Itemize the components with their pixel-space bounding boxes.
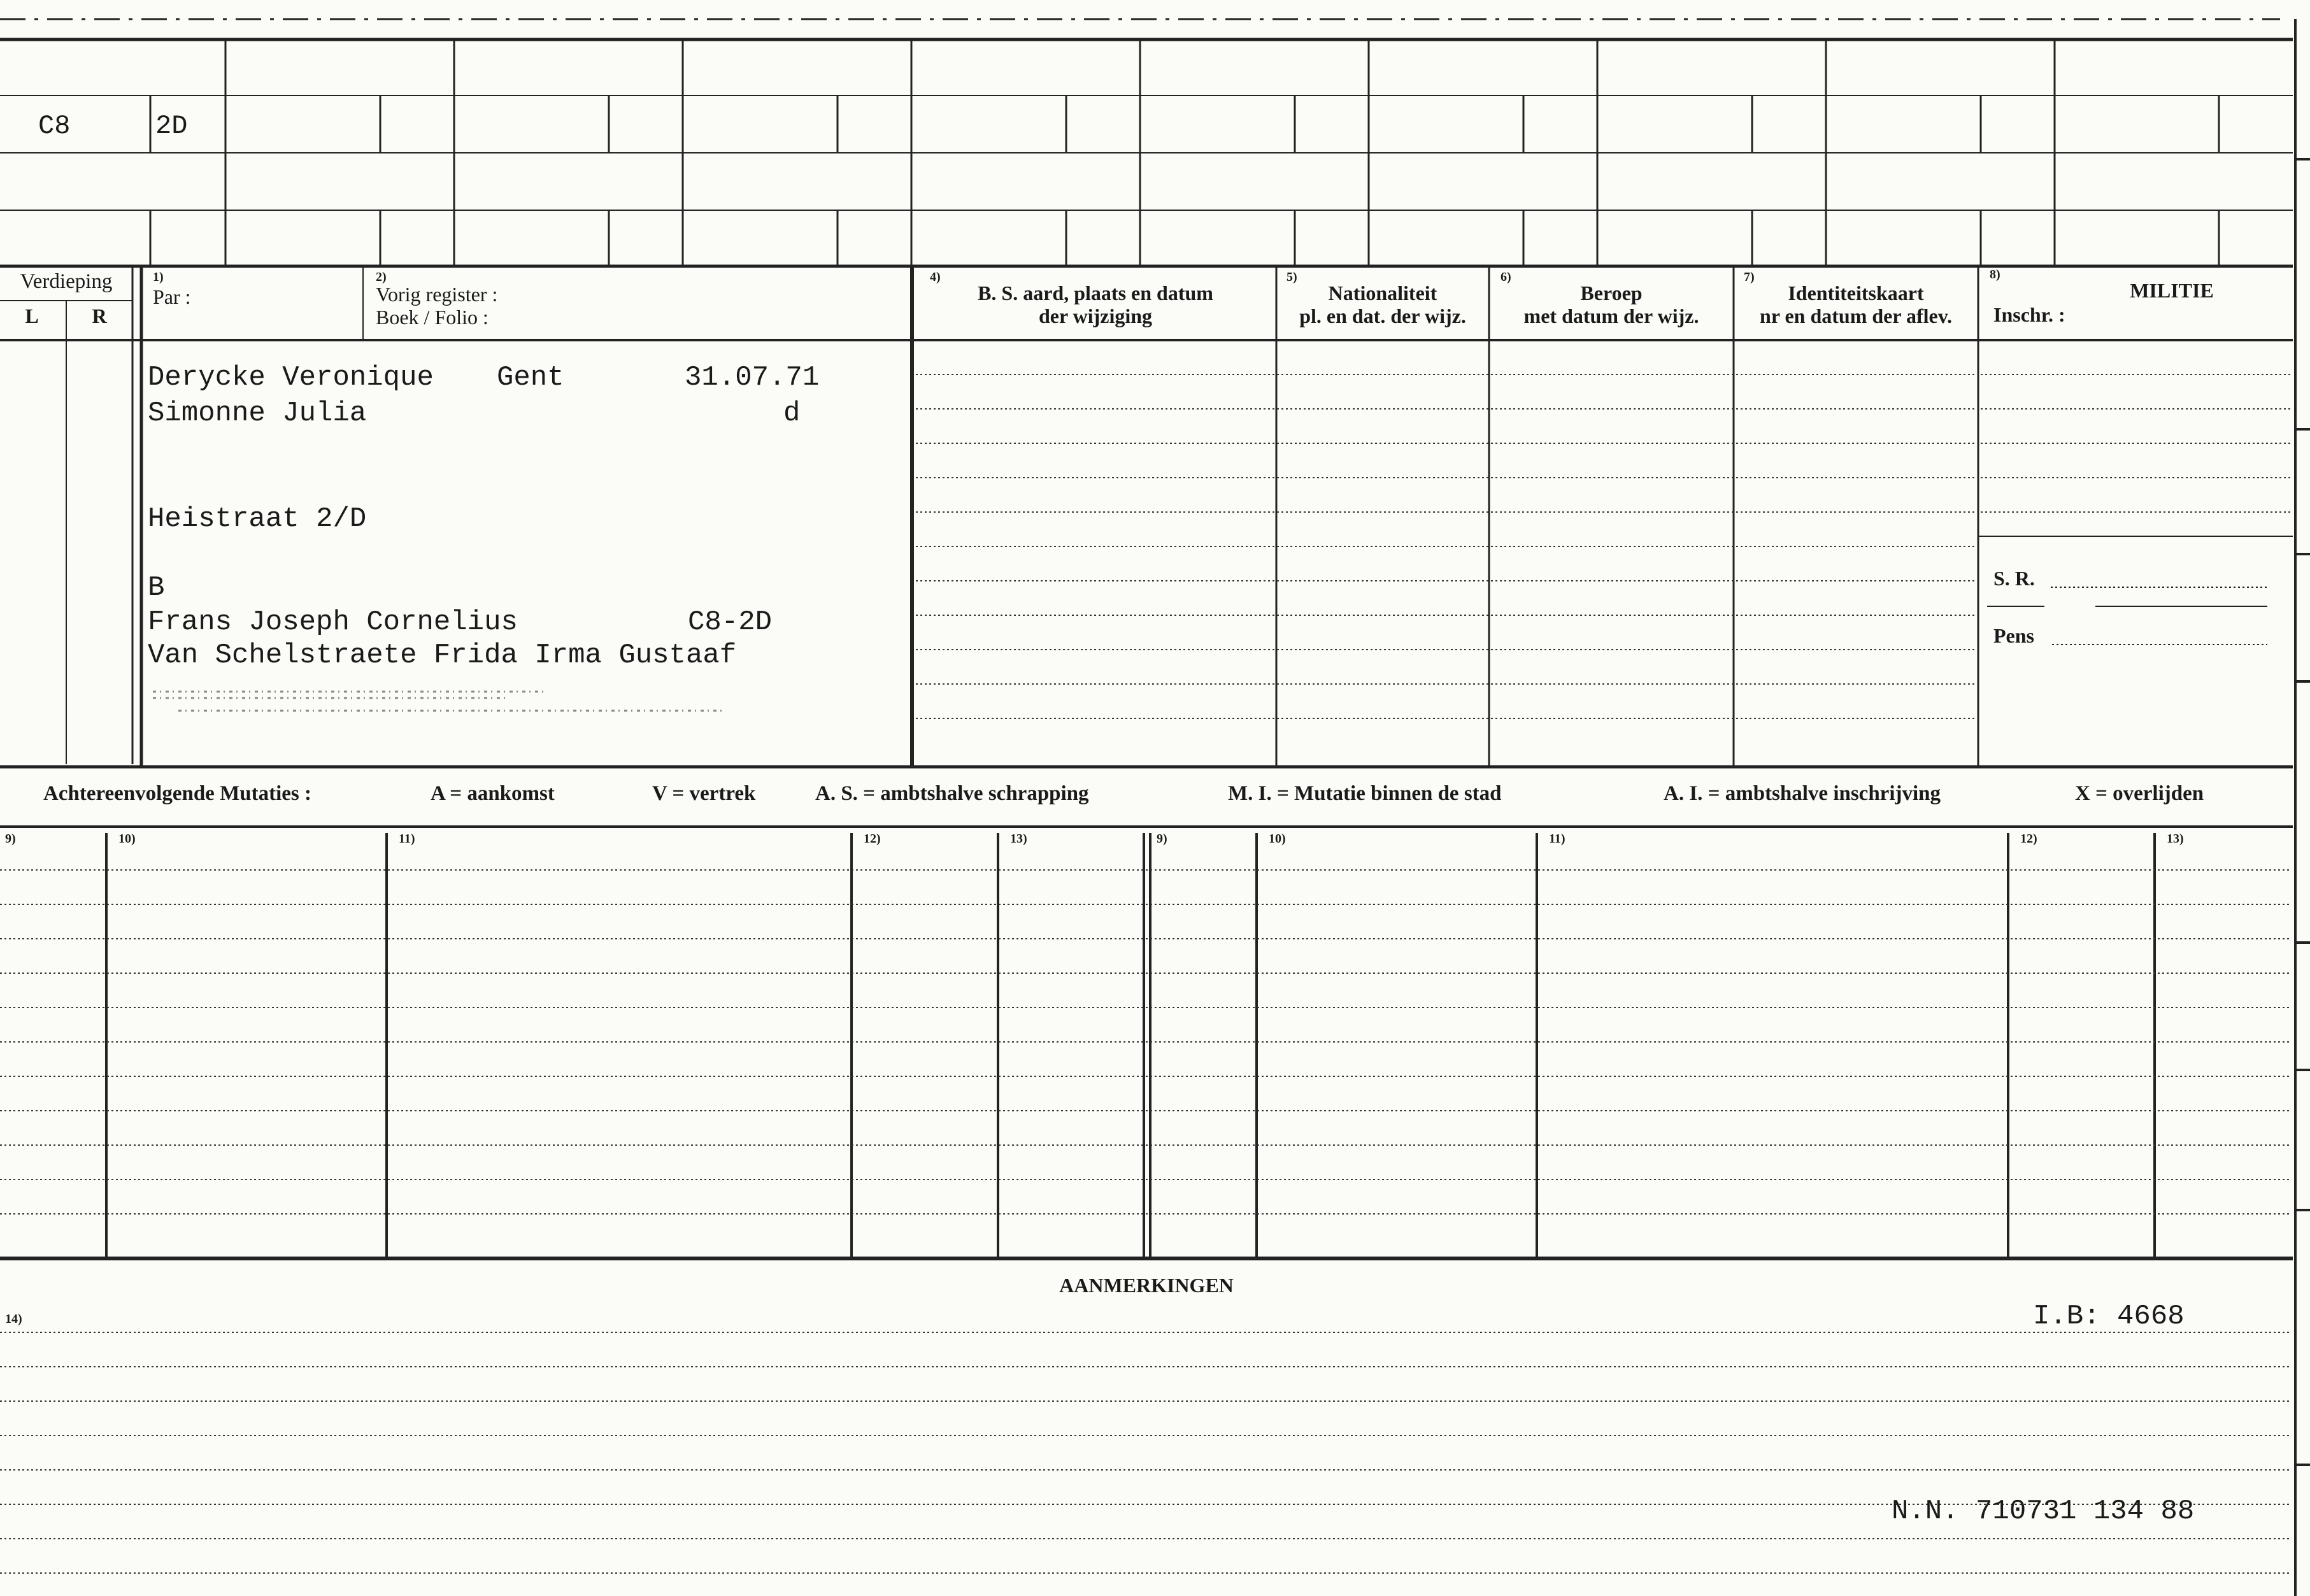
mut-right-col-13: 13) [2167,832,2184,846]
header-5-line1: Nationaliteit [1328,281,1437,304]
person-name: Derycke Veronique [148,362,434,394]
header-6-line2: met datum der wijz. [1523,304,1699,327]
header-2-num: 2) [376,270,387,284]
header-6-num: 6) [1501,270,1511,284]
struck-out-text-smudge [153,683,726,721]
person-sex: d [783,397,801,429]
person-father: Frans Joseph Cornelius [148,606,518,638]
remarks-ib: I.B: 4668 [2033,1300,2185,1332]
person-given-names: Simonne Julia [148,397,367,429]
person-birthplace: Gent [497,362,564,394]
header-2-line2: Boek / Folio : [376,306,488,329]
header-7-line2: nr en datum der aflev. [1760,304,1952,327]
header-4-line2: der wijziging [1038,304,1153,327]
legend-ai: A. I. = ambtshalve inschrijving [1664,782,1941,805]
header-verdieping: Verdieping [20,270,113,293]
header-8-title: MILITIE [2130,279,2214,302]
row-unit: 2D [155,111,188,141]
remarks-nn: N.N. 710731 134 88 [1892,1495,2195,1527]
person-birthdate: 31.07.71 [685,362,820,394]
header-5-num: 5) [1287,270,1297,284]
header-2-line1: Vorig register : [376,283,498,306]
remarks-num: 14) [5,1312,22,1326]
header-8-num: 8) [1990,267,2000,281]
header-7-num: 7) [1744,270,1755,284]
header-right: R [92,304,107,327]
person-mother: Van Schelstraete Frida Irma Gustaaf [148,639,737,671]
header-4-num: 4) [930,270,941,284]
militie-pens-label: Pens [1993,624,2034,647]
row-code: C8 [38,111,71,141]
mut-left-col-12: 12) [864,832,881,846]
header-4-line1: B. S. aard, plaats en datum [978,281,1213,304]
person-address: Heistraat 2/D [148,503,367,535]
mutations-title: Achtereenvolgende Mutaties : [43,782,311,805]
person-father-code: C8-2D [688,606,773,638]
person-marker: B [148,572,165,604]
legend-x: X = overlijden [2075,782,2204,805]
militie-sr-label: S. R. [1993,567,2035,590]
header-8-inschr: Inschr. : [1993,303,2065,326]
mut-right-col-12: 12) [2020,832,2037,846]
mut-right-col-9: 9) [1157,832,1167,846]
header-7-line1: Identiteitskaart [1788,281,1924,304]
remarks-title: AANMERKINGEN [1059,1274,1234,1297]
header-1-num: 1) [153,270,164,284]
mut-right-col-11: 11) [1549,832,1565,846]
header-5-line2: pl. en dat. der wijz. [1299,304,1466,327]
header-left: L [25,304,39,327]
mut-left-col-11: 11) [399,832,415,846]
legend-mi: M. I. = Mutatie binnen de stad [1228,782,1502,805]
header-1-label: Par : [153,285,191,308]
legend-v: V = vertrek [652,782,756,805]
mut-left-col-9: 9) [5,832,16,846]
header-6-line1: Beroep [1580,281,1643,304]
legend-a: A = aankomst [431,782,555,805]
mut-right-col-10: 10) [1269,832,1286,846]
mut-left-col-10: 10) [118,832,136,846]
legend-as: A. S. = ambtshalve schrapping [815,782,1089,805]
mut-left-col-13: 13) [1010,832,1027,846]
